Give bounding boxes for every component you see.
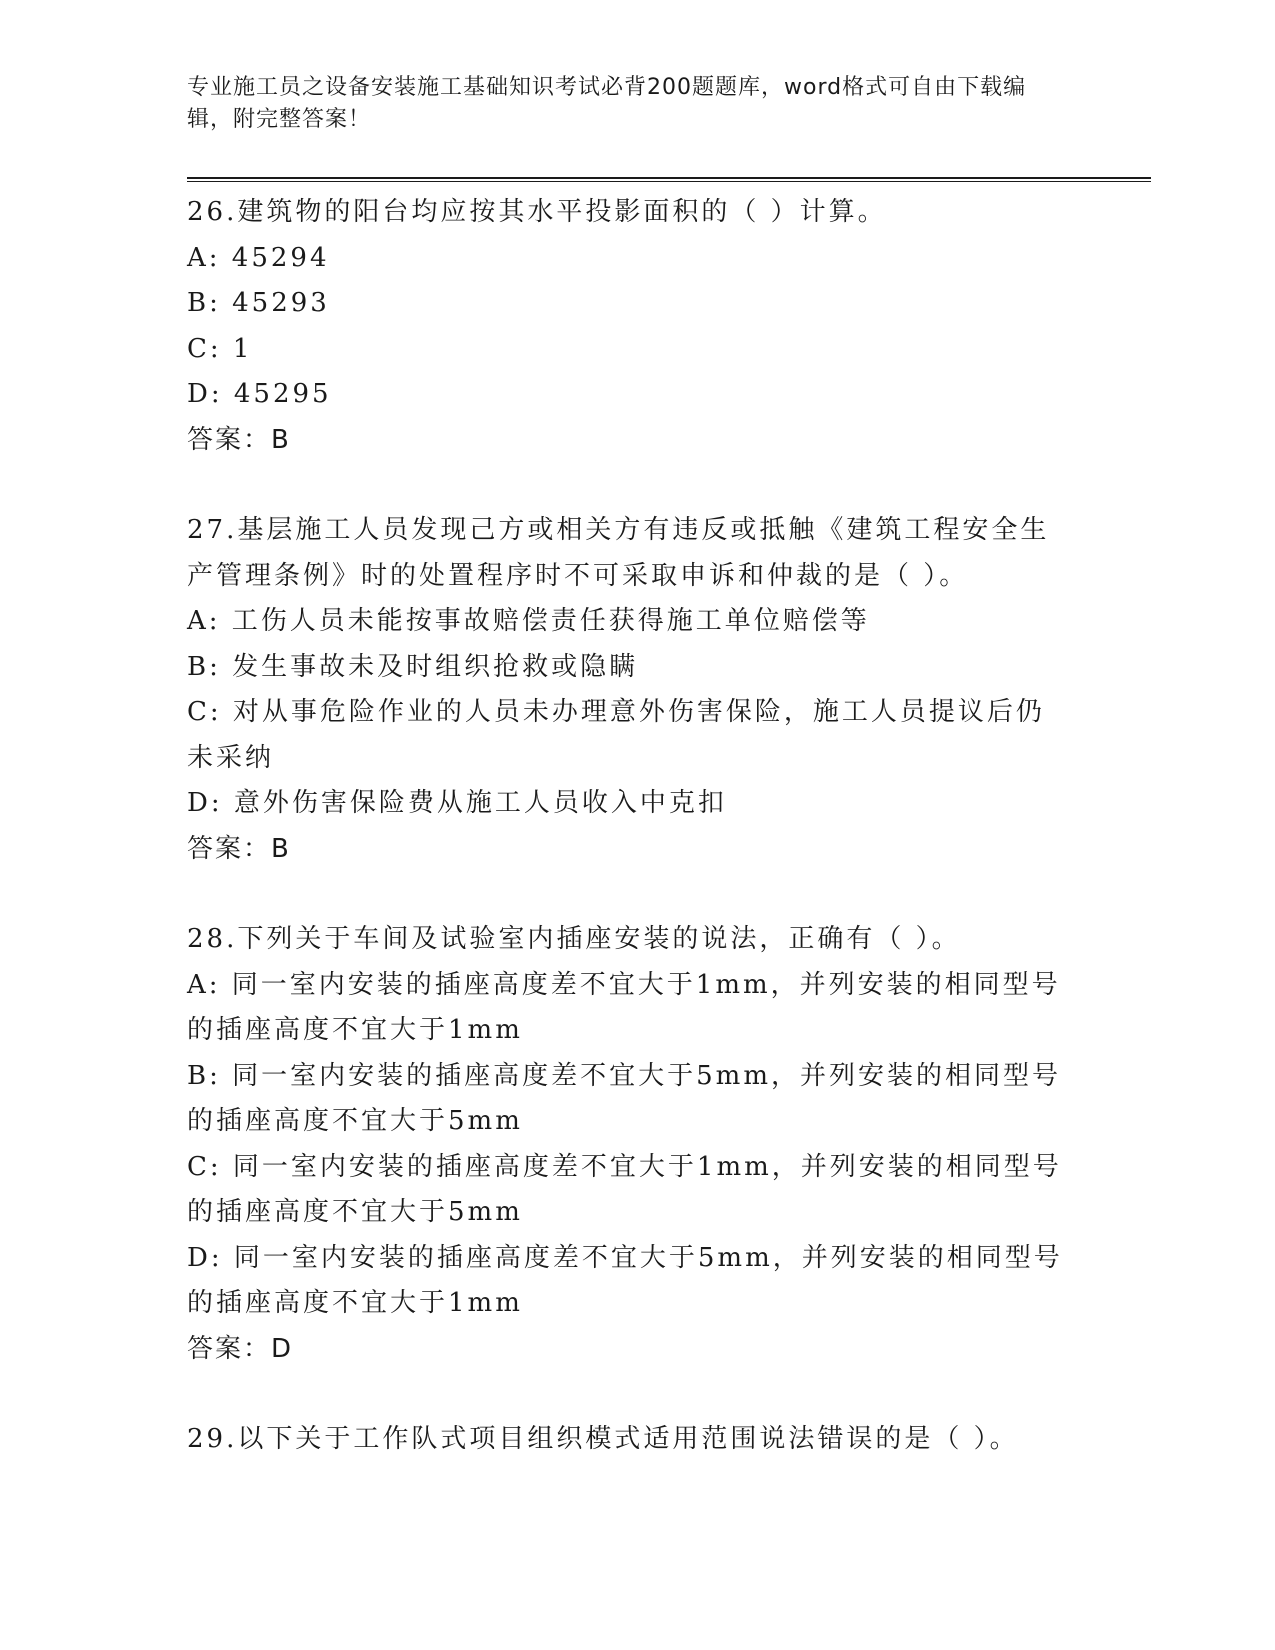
question-27 xyxy=(187,508,1067,872)
question-29 xyxy=(187,1417,1067,1463)
answer-line: 答案：B xyxy=(187,833,291,864)
option-a: A: 同一室内安装的插座高度差不宜大于1mm，并列安装的相同型号的插座高度不宜大于1mm xyxy=(187,969,1061,1045)
question-stem: 27.基层施工人员发现己方或相关方有违反或抵触《建筑工程安全生产管理条例》时的处置程序时不可采取申诉和仲裁的是（ ）。 xyxy=(187,515,1050,591)
question-stem: 29.以下关于工作队式项目组织模式适用范围说法错误的是（ ）。 xyxy=(187,1424,1019,1454)
answer-line: 答案：D xyxy=(187,1333,294,1364)
option-c: C: 同一室内安装的插座高度差不宜大于1mm，并列安装的相同型号的插座高度不宜大于5mm xyxy=(187,1151,1062,1227)
header-divider-thin xyxy=(187,181,1151,182)
option-d: D: 45295 xyxy=(187,379,332,409)
option-d: D: 意外伤害保险费从施工人员收入中克扣 xyxy=(187,788,727,818)
option-a: A: 工伤人员未能按事故赔偿责任获得施工单位赔偿等 xyxy=(187,606,870,636)
question-28 xyxy=(187,917,1067,1372)
question-list xyxy=(187,190,1067,1508)
document-header: 专业施工员之设备安装施工基础知识考试必背200题题库，word格式可自由下载编辑，附完整答案！ xyxy=(187,75,1027,132)
option-b: B: 45293 xyxy=(187,288,330,318)
option-b: B: 同一室内安装的插座高度差不宜大于5mm，并列安装的相同型号的插座高度不宜大于5mm xyxy=(187,1060,1061,1136)
header-divider-thick xyxy=(187,177,1151,179)
question-stem: 26.建筑物的阳台均应按其水平投影面积的（ ）计算。 xyxy=(187,197,887,227)
answer-line: 答案：B xyxy=(187,424,291,455)
option-a: A: 45294 xyxy=(187,242,330,273)
option-b: B: 发生事故未及时组织抢救或隐瞒 xyxy=(187,651,639,682)
question-stem: 28.下列关于车间及试验室内插座安装的说法，正确有（ ）。 xyxy=(187,924,961,954)
option-c: C: 对从事危险作业的人员未办理意外伤害保险，施工人员提议后仍未采纳 xyxy=(187,697,1045,773)
option-c: C: 1 xyxy=(187,333,253,364)
option-d: D: 同一室内安装的插座高度差不宜大于5mm，并列安装的相同型号的插座高度不宜大于1mm xyxy=(187,1242,1063,1318)
question-26 xyxy=(187,190,1067,463)
